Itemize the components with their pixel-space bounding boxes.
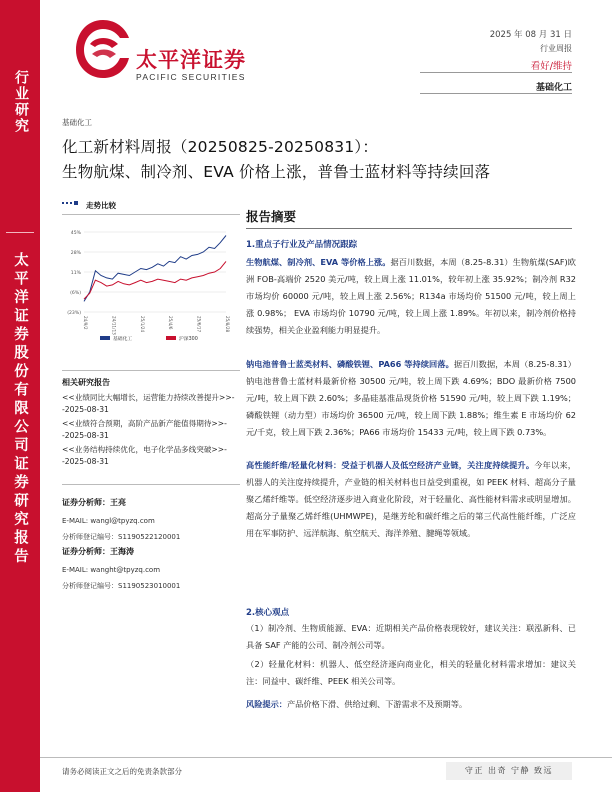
x-tick-label: 25/4/6 xyxy=(168,316,174,330)
sidebar-divider xyxy=(6,232,34,233)
series-line xyxy=(84,236,226,302)
section-heading: 1.重点子行业及产品情况跟踪 xyxy=(246,240,358,250)
paragraph-text: 据百川数据，本周（8.25-8.31）生物航煤(SAF)欧洲 FOB-高端价 2520 美元/吨，较上周上涨 11.01%，较年初上涨 35.92%；制冷剂 R32 市场均价 60000 元/吨，较上周上涨 2.56%；R134a 市场均价 51500 元/吨，较上周上涨 0.98%； EVA 市场均价 10790 元/吨，较上周上涨 1.89%。年初以来，制冷剂价格持续强势，相关企业盈利能力明显提升。 xyxy=(246,257,576,335)
section-heading: 2.核心观点 xyxy=(246,608,290,618)
trend-rule xyxy=(62,214,240,215)
analyst-name: 证券分析师：王海涛 xyxy=(62,547,134,556)
core-view-1: （1）制冷剂、生物质能源、EVA：近期相关产品价格表现较好，建议关注：联泓新科、已具备 SAF 产能的公司、制冷剂公司等。 xyxy=(246,623,576,650)
x-tick-label: 24/9/2 xyxy=(83,316,88,330)
related-report-item[interactable]: <<业绩符合预期，高阶产品新产能值得期待>>--2025-08-31 xyxy=(62,419,227,440)
header-rule-bottom xyxy=(420,93,572,94)
page-title-line1: 化工新材料周报（20250825-20250831）： xyxy=(62,138,379,156)
x-tick-label: 25/6/17 xyxy=(196,316,202,333)
report-type: 行业周报 xyxy=(540,44,572,53)
related-report-item[interactable]: <<业务结构持续优化，电子化学品多线突破>>--2025-08-31 xyxy=(62,445,227,466)
footer-motto: 守正 出奇 宁静 致远 xyxy=(446,762,572,780)
highlight-text: 生物航煤、制冷剂、EVA 等价格上涨。 xyxy=(246,257,391,267)
related-reports-title: 相关研究报告 xyxy=(62,378,110,387)
footer-disclaimer: 请务必阅读正文之后的免责条款部分 xyxy=(62,767,182,776)
x-tick-label: 24/11/13 xyxy=(111,316,117,335)
analyst-cert: 分析师登记编号：S1190522120001 xyxy=(62,533,181,541)
risk-note xyxy=(246,696,576,713)
highlight-text: 钠电池普鲁士蓝类材料、磷酸铁锂、PA66 等持续回落。 xyxy=(246,359,454,369)
summary-title: 报告摘要 xyxy=(246,209,297,224)
header-rule-top xyxy=(420,72,572,73)
analyst-email[interactable]: E-MAIL: wanght@tpyzq.com xyxy=(62,566,161,574)
core-view-2: （2）轻量化材料：机器人、低空经济逐向商业化，相关的轻量化材料需求增加：建议关注：同益中、碳纤维、PEEK 相关公司等。 xyxy=(246,659,576,686)
series-line xyxy=(84,261,226,299)
logo-mark-icon xyxy=(72,14,134,84)
related-bottom-rule xyxy=(62,484,240,485)
related-report-item[interactable]: <<业绩同比大幅增长，运营能力持续改善提升>>--2025-08-31 xyxy=(62,393,235,414)
legend-label: 基础化工 xyxy=(113,337,133,342)
legend-swatch xyxy=(100,336,110,340)
y-tick-label: 11% xyxy=(70,271,81,276)
x-tick-label: 25/1/24 xyxy=(139,316,145,333)
paragraph-text: 据百川数据，本周（8.25-8.31）钠电池普鲁士蓝材料最新价格 30500 元/吨，较上周下跌 4.69%；BDO 最新价格 7500 元/吨，较上周下跌 2.60%；多晶硅基准品现货价格 51590 元/吨，较上周下跌 1.19%；磷酸铁锂（动力型）市场均价 36500 元/吨，较上周下跌 1.88%；维生素 E 市场均价 62 元/千克，较上周下跌 2.36%；PA66 市场均价 15433 元/吨，较上周下跌 0.73%。 xyxy=(246,359,576,437)
y-tick-label: 45% xyxy=(70,231,81,236)
report-date: 2025 年 08 月 31 日 xyxy=(489,30,572,40)
trend-marker-icon xyxy=(62,198,80,210)
rating: 看好/维持 xyxy=(530,61,572,72)
risk-text: 产品价格下滑、供给过剩、下游需求不及预期等。 xyxy=(286,699,468,709)
summary-paragraph xyxy=(246,457,576,542)
highlight-text: 高性能纤维/轻量化材料：受益于机器人及低空经济产业链，关注度持续提升。 xyxy=(246,460,535,470)
sidebar-category: 行业研究 xyxy=(13,70,29,134)
y-tick-label: (6%) xyxy=(70,291,81,296)
y-tick-label: (23%) xyxy=(67,311,81,316)
trend-title: 走势比较 xyxy=(86,201,116,210)
y-tick-label: 28% xyxy=(70,251,81,256)
summary-paragraph xyxy=(246,356,576,441)
header-sector: 基础化工 xyxy=(535,83,572,93)
legend-swatch xyxy=(166,336,176,340)
footer-rule xyxy=(40,757,612,758)
sector-label: 基础化工 xyxy=(62,118,92,127)
trend-chart-svg xyxy=(62,226,232,346)
sidebar-company: 太平洋证券股份有限公司证券研究报告 xyxy=(12,252,28,567)
logo-cn-text: 太平洋证券 xyxy=(136,48,246,72)
company-logo xyxy=(72,14,272,84)
analyst-name: 证券分析师：王亮 xyxy=(62,498,126,507)
summary-rule xyxy=(246,228,572,229)
page-title-line2: 生物航煤、制冷剂、EVA 价格上涨，普鲁士蓝材料等持续回落 xyxy=(62,163,491,181)
trend-chart xyxy=(62,226,232,346)
analyst-cert: 分析师登记编号：S1190523010001 xyxy=(62,582,181,590)
risk-label: 风险提示： xyxy=(246,699,287,709)
logo-en-text: PACIFIC SECURITIES xyxy=(136,72,246,82)
analyst-email[interactable]: E-MAIL: wangl@tpyzq.com xyxy=(62,517,155,525)
paragraph-text: 今年以来，机器人的关注度持续提升，产业链的相关材料也日益受到重视，如 PEEK 材料、超高分子量聚乙烯纤维等。低空经济逐步进入商业化阶段，对于轻量化、高性能材料需求或明显增加。超高分子量聚乙烯纤维(UHMWPE)，是继芳纶和碳纤维之后的第三代高性能纤维，广泛应用在军事防护、远洋航海、航空航天、海洋养殖、腱绳等领域。 xyxy=(246,460,576,538)
x-tick-label: 25/8/28 xyxy=(225,316,230,333)
summary-paragraph xyxy=(246,254,576,339)
legend-label: 沪深300 xyxy=(179,337,198,342)
chart-bottom-rule xyxy=(62,370,240,371)
